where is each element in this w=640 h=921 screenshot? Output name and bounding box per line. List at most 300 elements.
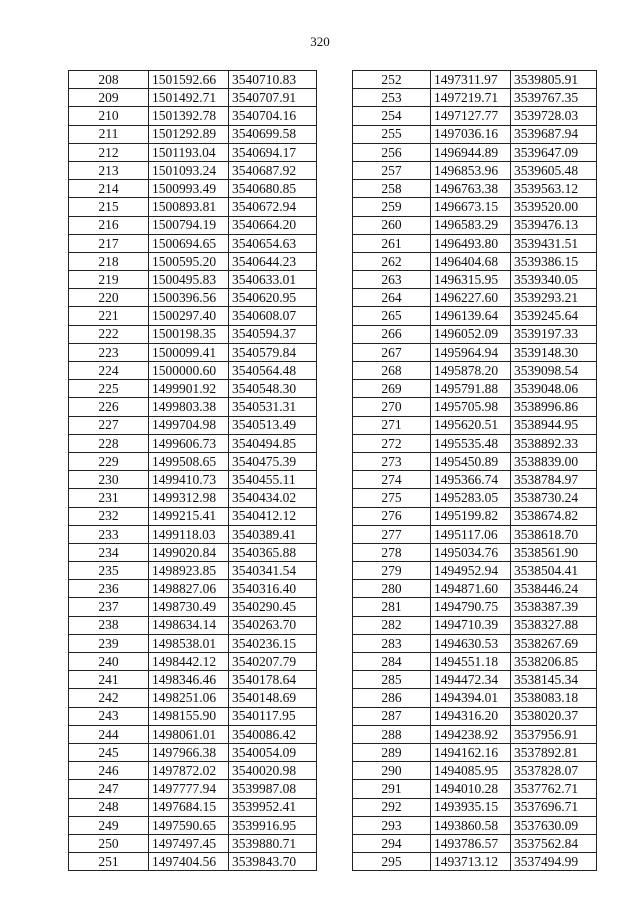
y-coordinate-cell: 3537762.71 <box>511 780 597 798</box>
table-row <box>69 161 317 179</box>
x-coordinate-cell: 1495791.88 <box>431 380 511 398</box>
table-row <box>353 325 597 343</box>
x-coordinate-cell: 1493935.15 <box>431 798 511 816</box>
y-coordinate-cell: 3539880.71 <box>229 834 317 852</box>
x-coordinate-cell: 1499312.98 <box>149 489 229 507</box>
point-number-cell: 210 <box>69 107 149 125</box>
y-coordinate-cell: 3540316.40 <box>229 580 317 598</box>
x-coordinate-cell: 1497966.38 <box>149 743 229 761</box>
table-row <box>353 416 597 434</box>
point-number-cell: 267 <box>353 343 431 361</box>
x-coordinate-cell: 1499606.73 <box>149 434 229 452</box>
table-row <box>69 362 317 380</box>
y-coordinate-cell: 3537696.71 <box>511 798 597 816</box>
x-coordinate-cell: 1498634.14 <box>149 616 229 634</box>
table-row <box>69 780 317 798</box>
y-coordinate-cell: 3538387.39 <box>511 598 597 616</box>
table-row <box>69 580 317 598</box>
point-number-cell: 281 <box>353 598 431 616</box>
table-row <box>69 816 317 834</box>
y-coordinate-cell: 3537494.99 <box>511 853 597 871</box>
point-number-cell: 219 <box>69 271 149 289</box>
table-row <box>353 634 597 652</box>
table-row <box>353 398 597 416</box>
y-coordinate-cell: 3539843.70 <box>229 853 317 871</box>
point-number-cell: 289 <box>353 743 431 761</box>
point-number-cell: 220 <box>69 289 149 307</box>
table-row <box>353 89 597 107</box>
table-row <box>69 216 317 234</box>
table-row <box>353 598 597 616</box>
x-coordinate-cell: 1495535.48 <box>431 434 511 452</box>
table-row <box>353 653 597 671</box>
table-row <box>353 289 597 307</box>
table-row <box>69 689 317 707</box>
x-coordinate-cell: 1499215.41 <box>149 507 229 525</box>
y-coordinate-cell: 3537956.91 <box>511 725 597 743</box>
y-coordinate-cell: 3540290.45 <box>229 598 317 616</box>
x-coordinate-cell: 1495964.94 <box>431 343 511 361</box>
y-coordinate-cell: 3539520.00 <box>511 198 597 216</box>
table-row <box>69 452 317 470</box>
y-coordinate-cell: 3539431.51 <box>511 234 597 252</box>
point-number-cell: 272 <box>353 434 431 452</box>
y-coordinate-cell: 3540207.79 <box>229 653 317 671</box>
point-number-cell: 243 <box>69 707 149 725</box>
table-row <box>69 598 317 616</box>
y-coordinate-cell: 3540694.17 <box>229 143 317 161</box>
table-row <box>353 689 597 707</box>
y-coordinate-cell: 3537562.84 <box>511 834 597 852</box>
y-coordinate-cell: 3538561.90 <box>511 543 597 561</box>
x-coordinate-cell: 1499803.38 <box>149 398 229 416</box>
y-coordinate-cell: 3539340.05 <box>511 271 597 289</box>
table-row <box>353 452 597 470</box>
x-coordinate-cell: 1494551.18 <box>431 653 511 671</box>
point-number-cell: 268 <box>353 362 431 380</box>
table-row <box>69 525 317 543</box>
table-row <box>353 107 597 125</box>
table-row <box>69 252 317 270</box>
point-number-cell: 241 <box>69 671 149 689</box>
point-number-cell: 264 <box>353 289 431 307</box>
x-coordinate-cell: 1498346.46 <box>149 671 229 689</box>
table-row <box>353 743 597 761</box>
x-coordinate-cell: 1494316.20 <box>431 707 511 725</box>
x-coordinate-cell: 1501193.04 <box>149 143 229 161</box>
point-number-cell: 224 <box>69 362 149 380</box>
y-coordinate-cell: 3539987.08 <box>229 780 317 798</box>
point-number-cell: 230 <box>69 471 149 489</box>
x-coordinate-cell: 1500794.19 <box>149 216 229 234</box>
y-coordinate-cell: 3540644.23 <box>229 252 317 270</box>
table-row <box>353 180 597 198</box>
point-number-cell: 246 <box>69 762 149 780</box>
table-row <box>353 707 597 725</box>
point-number-cell: 232 <box>69 507 149 525</box>
table-row <box>69 234 317 252</box>
table-row <box>69 562 317 580</box>
x-coordinate-cell: 1497590.65 <box>149 816 229 834</box>
table-row <box>69 143 317 161</box>
table-row <box>353 507 597 525</box>
y-coordinate-cell: 3539476.13 <box>511 216 597 234</box>
x-coordinate-cell: 1494630.53 <box>431 634 511 652</box>
point-number-cell: 280 <box>353 580 431 598</box>
y-coordinate-cell: 3538504.41 <box>511 562 597 580</box>
x-coordinate-cell: 1493860.58 <box>431 816 511 834</box>
table-row <box>353 762 597 780</box>
x-coordinate-cell: 1500595.20 <box>149 252 229 270</box>
table-row <box>69 107 317 125</box>
point-number-cell: 295 <box>353 853 431 871</box>
table-row <box>69 325 317 343</box>
y-coordinate-cell: 3540704.16 <box>229 107 317 125</box>
y-coordinate-cell: 3537892.81 <box>511 743 597 761</box>
table-row <box>69 434 317 452</box>
point-number-cell: 216 <box>69 216 149 234</box>
x-coordinate-cell: 1496853.96 <box>431 161 511 179</box>
x-coordinate-cell: 1501292.89 <box>149 125 229 143</box>
x-coordinate-cell: 1495283.05 <box>431 489 511 507</box>
y-coordinate-cell: 3540389.41 <box>229 525 317 543</box>
x-coordinate-cell: 1500993.49 <box>149 180 229 198</box>
point-number-cell: 254 <box>353 107 431 125</box>
y-coordinate-cell: 3538839.00 <box>511 452 597 470</box>
table-row <box>353 543 597 561</box>
table-row <box>353 198 597 216</box>
point-number-cell: 288 <box>353 725 431 743</box>
table-row <box>69 762 317 780</box>
table-row <box>69 380 317 398</box>
point-number-cell: 211 <box>69 125 149 143</box>
y-coordinate-cell: 3538206.85 <box>511 653 597 671</box>
point-number-cell: 270 <box>353 398 431 416</box>
x-coordinate-cell: 1494790.75 <box>431 598 511 616</box>
x-coordinate-cell: 1499118.03 <box>149 525 229 543</box>
x-coordinate-cell: 1495450.89 <box>431 452 511 470</box>
y-coordinate-cell: 3540412.12 <box>229 507 317 525</box>
x-coordinate-cell: 1494162.16 <box>431 743 511 761</box>
point-number-cell: 253 <box>353 89 431 107</box>
point-number-cell: 256 <box>353 143 431 161</box>
y-coordinate-cell: 3538145.34 <box>511 671 597 689</box>
table-row <box>353 725 597 743</box>
table-row <box>69 289 317 307</box>
x-coordinate-cell: 1495878.20 <box>431 362 511 380</box>
table-row <box>353 434 597 452</box>
point-number-cell: 233 <box>69 525 149 543</box>
point-number-cell: 266 <box>353 325 431 343</box>
table-row <box>353 143 597 161</box>
y-coordinate-cell: 3540365.88 <box>229 543 317 561</box>
y-coordinate-cell: 3540594.37 <box>229 325 317 343</box>
x-coordinate-cell: 1501592.66 <box>149 71 229 89</box>
page-number: 320 <box>310 34 330 49</box>
point-number-cell: 274 <box>353 471 431 489</box>
x-coordinate-cell: 1497311.97 <box>431 71 511 89</box>
table-row <box>69 743 317 761</box>
point-number-cell: 225 <box>69 380 149 398</box>
table-row <box>353 780 597 798</box>
y-coordinate-cell: 3540620.95 <box>229 289 317 307</box>
x-coordinate-cell: 1496315.95 <box>431 271 511 289</box>
y-coordinate-cell: 3539952.41 <box>229 798 317 816</box>
y-coordinate-cell: 3539687.94 <box>511 125 597 143</box>
point-number-cell: 228 <box>69 434 149 452</box>
table-row <box>353 161 597 179</box>
y-coordinate-cell: 3540548.30 <box>229 380 317 398</box>
table-row <box>69 198 317 216</box>
y-coordinate-cell: 3540178.64 <box>229 671 317 689</box>
x-coordinate-cell: 1498538.01 <box>149 634 229 652</box>
table-row <box>69 671 317 689</box>
point-number-cell: 231 <box>69 489 149 507</box>
table-row <box>69 271 317 289</box>
x-coordinate-cell: 1496944.89 <box>431 143 511 161</box>
y-coordinate-cell: 3540148.69 <box>229 689 317 707</box>
x-coordinate-cell: 1495705.98 <box>431 398 511 416</box>
x-coordinate-cell: 1496052.09 <box>431 325 511 343</box>
table-row <box>69 416 317 434</box>
y-coordinate-cell: 3540513.49 <box>229 416 317 434</box>
point-number-cell: 213 <box>69 161 149 179</box>
table-row <box>353 798 597 816</box>
point-number-cell: 221 <box>69 307 149 325</box>
y-coordinate-cell: 3539605.48 <box>511 161 597 179</box>
x-coordinate-cell: 1493786.57 <box>431 834 511 852</box>
point-number-cell: 269 <box>353 380 431 398</box>
point-number-cell: 214 <box>69 180 149 198</box>
table-row <box>353 125 597 143</box>
y-coordinate-cell: 3540564.48 <box>229 362 317 380</box>
table-row <box>353 307 597 325</box>
y-coordinate-cell: 3540654.63 <box>229 234 317 252</box>
point-number-cell: 217 <box>69 234 149 252</box>
x-coordinate-cell: 1500099.41 <box>149 343 229 361</box>
y-coordinate-cell: 3539197.33 <box>511 325 597 343</box>
y-coordinate-cell: 3540707.91 <box>229 89 317 107</box>
table-row <box>353 271 597 289</box>
point-number-cell: 247 <box>69 780 149 798</box>
y-coordinate-cell: 3538327.88 <box>511 616 597 634</box>
point-number-cell: 248 <box>69 798 149 816</box>
point-number-cell: 245 <box>69 743 149 761</box>
point-number-cell: 238 <box>69 616 149 634</box>
x-coordinate-cell: 1494710.39 <box>431 616 511 634</box>
x-coordinate-cell: 1499704.98 <box>149 416 229 434</box>
point-number-cell: 277 <box>353 525 431 543</box>
table-row <box>353 580 597 598</box>
point-number-cell: 293 <box>353 816 431 834</box>
x-coordinate-cell: 1494871.60 <box>431 580 511 598</box>
table-row <box>69 507 317 525</box>
table-row <box>353 252 597 270</box>
y-coordinate-cell: 3540086.42 <box>229 725 317 743</box>
y-coordinate-cell: 3538996.86 <box>511 398 597 416</box>
x-coordinate-cell: 1499901.92 <box>149 380 229 398</box>
point-number-cell: 255 <box>353 125 431 143</box>
table-row <box>353 216 597 234</box>
table-row <box>353 343 597 361</box>
point-number-cell: 244 <box>69 725 149 743</box>
point-number-cell: 265 <box>353 307 431 325</box>
y-coordinate-cell: 3539916.95 <box>229 816 317 834</box>
x-coordinate-cell: 1500694.65 <box>149 234 229 252</box>
x-coordinate-cell: 1501392.78 <box>149 107 229 125</box>
point-number-cell: 263 <box>353 271 431 289</box>
table-row <box>353 525 597 543</box>
table-row <box>69 180 317 198</box>
point-number-cell: 227 <box>69 416 149 434</box>
y-coordinate-cell: 3540672.94 <box>229 198 317 216</box>
point-number-cell: 285 <box>353 671 431 689</box>
point-number-cell: 226 <box>69 398 149 416</box>
table-row <box>353 816 597 834</box>
y-coordinate-cell: 3540341.54 <box>229 562 317 580</box>
point-number-cell: 283 <box>353 634 431 652</box>
table-row <box>353 616 597 634</box>
x-coordinate-cell: 1500893.81 <box>149 198 229 216</box>
x-coordinate-cell: 1493713.12 <box>431 853 511 871</box>
y-coordinate-cell: 3538730.24 <box>511 489 597 507</box>
point-number-cell: 275 <box>353 489 431 507</box>
table-row <box>69 398 317 416</box>
table-row <box>69 125 317 143</box>
x-coordinate-cell: 1494952.94 <box>431 562 511 580</box>
x-coordinate-cell: 1500297.40 <box>149 307 229 325</box>
y-coordinate-cell: 3540710.83 <box>229 71 317 89</box>
x-coordinate-cell: 1501093.24 <box>149 161 229 179</box>
point-number-cell: 261 <box>353 234 431 252</box>
y-coordinate-cell: 3538083.18 <box>511 689 597 707</box>
point-number-cell: 262 <box>353 252 431 270</box>
point-number-cell: 290 <box>353 762 431 780</box>
y-coordinate-cell: 3540434.02 <box>229 489 317 507</box>
point-number-cell: 209 <box>69 89 149 107</box>
x-coordinate-cell: 1497404.56 <box>149 853 229 871</box>
y-coordinate-cell: 3540263.70 <box>229 616 317 634</box>
y-coordinate-cell: 3540455.11 <box>229 471 317 489</box>
x-coordinate-cell: 1497777.94 <box>149 780 229 798</box>
y-coordinate-cell: 3539805.91 <box>511 71 597 89</box>
y-coordinate-cell: 3538784.97 <box>511 471 597 489</box>
point-number-cell: 286 <box>353 689 431 707</box>
point-number-cell: 234 <box>69 543 149 561</box>
point-number-cell: 271 <box>353 416 431 434</box>
x-coordinate-cell: 1500495.83 <box>149 271 229 289</box>
x-coordinate-cell: 1495366.74 <box>431 471 511 489</box>
x-coordinate-cell: 1498923.85 <box>149 562 229 580</box>
table-row <box>353 562 597 580</box>
x-coordinate-cell: 1500000.60 <box>149 362 229 380</box>
x-coordinate-cell: 1497219.71 <box>431 89 511 107</box>
table-row <box>69 543 317 561</box>
y-coordinate-cell: 3540680.85 <box>229 180 317 198</box>
table-row <box>69 707 317 725</box>
point-number-cell: 292 <box>353 798 431 816</box>
x-coordinate-cell: 1496227.60 <box>431 289 511 307</box>
point-number-cell: 218 <box>69 252 149 270</box>
point-number-cell: 252 <box>353 71 431 89</box>
table-row <box>353 380 597 398</box>
y-coordinate-cell: 3539245.64 <box>511 307 597 325</box>
y-coordinate-cell: 3540054.09 <box>229 743 317 761</box>
point-number-cell: 237 <box>69 598 149 616</box>
x-coordinate-cell: 1497036.16 <box>431 125 511 143</box>
x-coordinate-cell: 1496763.38 <box>431 180 511 198</box>
x-coordinate-cell: 1496493.80 <box>431 234 511 252</box>
x-coordinate-cell: 1497127.77 <box>431 107 511 125</box>
y-coordinate-cell: 3540531.31 <box>229 398 317 416</box>
x-coordinate-cell: 1496139.64 <box>431 307 511 325</box>
table-row <box>69 634 317 652</box>
table-row <box>69 834 317 852</box>
point-number-cell: 258 <box>353 180 431 198</box>
coordinates-table-left <box>68 70 317 871</box>
table-row <box>69 798 317 816</box>
table-row <box>69 489 317 507</box>
point-number-cell: 236 <box>69 580 149 598</box>
point-number-cell: 212 <box>69 143 149 161</box>
x-coordinate-cell: 1495117.06 <box>431 525 511 543</box>
table-row <box>353 489 597 507</box>
x-coordinate-cell: 1497684.15 <box>149 798 229 816</box>
x-coordinate-cell: 1494472.34 <box>431 671 511 689</box>
point-number-cell: 240 <box>69 653 149 671</box>
x-coordinate-cell: 1499020.84 <box>149 543 229 561</box>
x-coordinate-cell: 1500396.56 <box>149 289 229 307</box>
coordinates-table-right <box>352 70 597 871</box>
x-coordinate-cell: 1494394.01 <box>431 689 511 707</box>
table-row <box>69 307 317 325</box>
table-row <box>353 671 597 689</box>
y-coordinate-cell: 3539048.06 <box>511 380 597 398</box>
y-coordinate-cell: 3540475.39 <box>229 452 317 470</box>
coordinates-table-left-body <box>69 71 317 871</box>
y-coordinate-cell: 3540699.58 <box>229 125 317 143</box>
y-coordinate-cell: 3538618.70 <box>511 525 597 543</box>
table-row <box>69 89 317 107</box>
x-coordinate-cell: 1498827.06 <box>149 580 229 598</box>
coordinates-table-right-body <box>353 71 597 871</box>
x-coordinate-cell: 1497872.02 <box>149 762 229 780</box>
point-number-cell: 278 <box>353 543 431 561</box>
table-row <box>353 471 597 489</box>
y-coordinate-cell: 3539767.35 <box>511 89 597 107</box>
point-number-cell: 242 <box>69 689 149 707</box>
point-number-cell: 251 <box>69 853 149 871</box>
point-number-cell: 291 <box>353 780 431 798</box>
y-coordinate-cell: 3538446.24 <box>511 580 597 598</box>
x-coordinate-cell: 1498155.90 <box>149 707 229 725</box>
table-row <box>69 725 317 743</box>
y-coordinate-cell: 3540579.84 <box>229 343 317 361</box>
x-coordinate-cell: 1496404.68 <box>431 252 511 270</box>
x-coordinate-cell: 1500198.35 <box>149 325 229 343</box>
table-row <box>353 234 597 252</box>
point-number-cell: 215 <box>69 198 149 216</box>
y-coordinate-cell: 3539728.03 <box>511 107 597 125</box>
x-coordinate-cell: 1499410.73 <box>149 471 229 489</box>
x-coordinate-cell: 1495620.51 <box>431 416 511 434</box>
y-coordinate-cell: 3540494.85 <box>229 434 317 452</box>
y-coordinate-cell: 3540117.95 <box>229 707 317 725</box>
x-coordinate-cell: 1499508.65 <box>149 452 229 470</box>
y-coordinate-cell: 3539293.21 <box>511 289 597 307</box>
point-number-cell: 223 <box>69 343 149 361</box>
x-coordinate-cell: 1494238.92 <box>431 725 511 743</box>
